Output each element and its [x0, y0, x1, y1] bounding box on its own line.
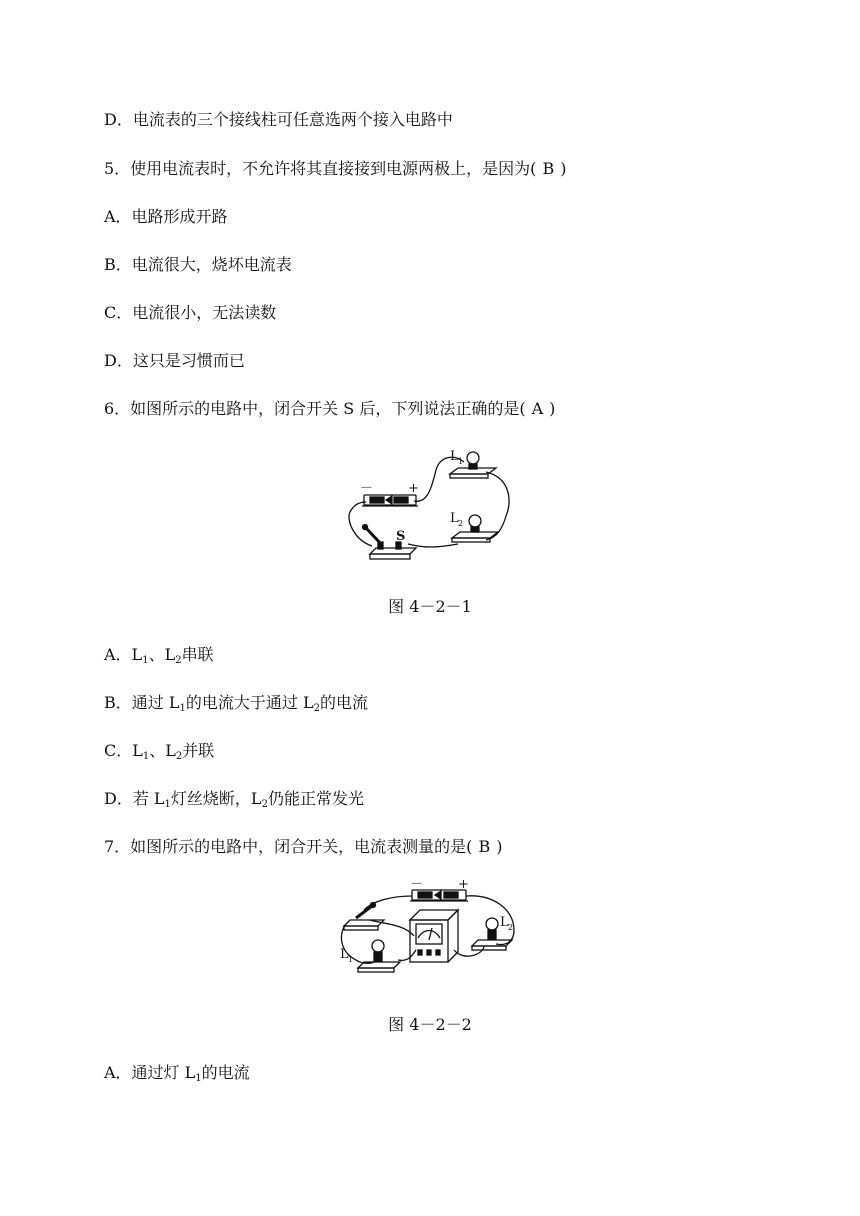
question-6-close: )	[549, 399, 556, 418]
question-6	[104, 399, 555, 419]
q4-option-d: D．电流表的三个接线柱可任意选两个接入电路中	[104, 110, 453, 129]
battery-plus-label-2: +	[458, 880, 469, 892]
q6d-text-2: 灯丝烧断，L	[170, 789, 262, 808]
battery-plus-label: +	[408, 481, 419, 496]
q6c-text-2: 、L	[149, 741, 176, 760]
question-5	[104, 159, 566, 179]
q6c-text-3: 并联	[182, 741, 215, 760]
battery-minus-label-2: －	[410, 880, 424, 892]
l2-label-2-sub: 2	[508, 923, 514, 932]
q7a-text-2: 的电流	[201, 1063, 250, 1082]
question-6-stem: 6．如图所示的电路中，闭合开关 S 后，下列说法正确的是(	[104, 399, 526, 418]
q6c-sub-2: 2	[175, 751, 183, 762]
q6a-text-1: A．L	[104, 645, 143, 664]
q5-option-a: A．电路形成开路	[104, 207, 228, 226]
q6d-sub-2: 2	[261, 799, 268, 810]
question-6-answer: A	[531, 399, 544, 418]
question-5-close: )	[560, 159, 567, 178]
figure-1-caption: 图 4－2－1	[388, 597, 472, 616]
figure-2-caption: 图 4－2－2	[388, 1015, 472, 1034]
l2-label-sub: 2	[458, 519, 464, 528]
q6b-text-2: 的电流大于通过 L	[185, 693, 314, 712]
q6a-text-3: 串联	[181, 645, 214, 664]
switch-label: S	[396, 529, 406, 544]
l1-label-sub: 1	[458, 457, 464, 466]
q6b-text-1: B．通过 L	[104, 693, 180, 712]
q6d-text-3: 仍能正常发光	[267, 789, 364, 808]
l2-bulb-2	[486, 918, 498, 930]
l2-bulb	[469, 515, 481, 527]
q5-option-b: B．电流很大，烧坏电流表	[104, 255, 292, 274]
wire-l2-to-switch	[408, 544, 458, 547]
l1-label-2-sub: 1	[348, 955, 354, 964]
question-7-answer: B	[478, 837, 491, 856]
q5-option-d: D．这只是习惯而已	[104, 351, 245, 370]
question-5-answer: B	[542, 159, 555, 178]
question-7-stem: 7．如图所示的电路中，闭合开关，电流表测量的是(	[104, 837, 473, 856]
q6b-sub-1: 1	[179, 703, 186, 714]
wire-switch-to-battery	[349, 502, 372, 546]
l1-bulb	[467, 452, 479, 464]
question-7-close: )	[496, 837, 503, 856]
l1-bulb-2	[372, 940, 384, 952]
q6d-text-1: D．若 L	[104, 789, 165, 808]
l1-label-2: L	[340, 947, 349, 962]
q6c-sub-1: 1	[142, 751, 150, 762]
q6b-text-3: 的电流	[319, 693, 368, 712]
l1-label: L	[450, 449, 459, 464]
wire-l1-to-l2	[486, 472, 509, 540]
q7a-text-1: A．通过灯 L	[104, 1063, 196, 1082]
q6a-sub-2: 2	[175, 655, 182, 666]
q7-option-a	[104, 1063, 250, 1083]
circuit-diagram-1	[336, 440, 526, 568]
q5-option-c: C．电流很小，无法读数	[104, 303, 277, 322]
battery-minus-label: －	[360, 481, 374, 496]
question-5-stem: 5．使用电流表时，不允许将其直接接到电源两极上，是因为(	[104, 159, 537, 178]
circuit-diagram-2	[334, 880, 530, 980]
q6b-sub-2: 2	[313, 703, 320, 714]
circuit-figure-1	[336, 440, 526, 568]
q6a-text-2: 、L	[148, 645, 176, 664]
q6d-sub-1: 1	[164, 799, 171, 810]
l2-label-2: L	[500, 915, 509, 930]
q6-option-d	[104, 789, 364, 809]
question-7	[104, 837, 502, 857]
q7a-sub-1: 1	[195, 1073, 202, 1084]
q6c-text-1: C．L	[104, 741, 143, 760]
q6a-sub-1: 1	[142, 655, 149, 666]
q6-option-b	[104, 693, 368, 713]
q6-option-a	[104, 645, 214, 665]
circuit-figure-2	[334, 880, 530, 980]
q6-option-c	[104, 741, 214, 761]
l2-label: L	[450, 511, 459, 526]
